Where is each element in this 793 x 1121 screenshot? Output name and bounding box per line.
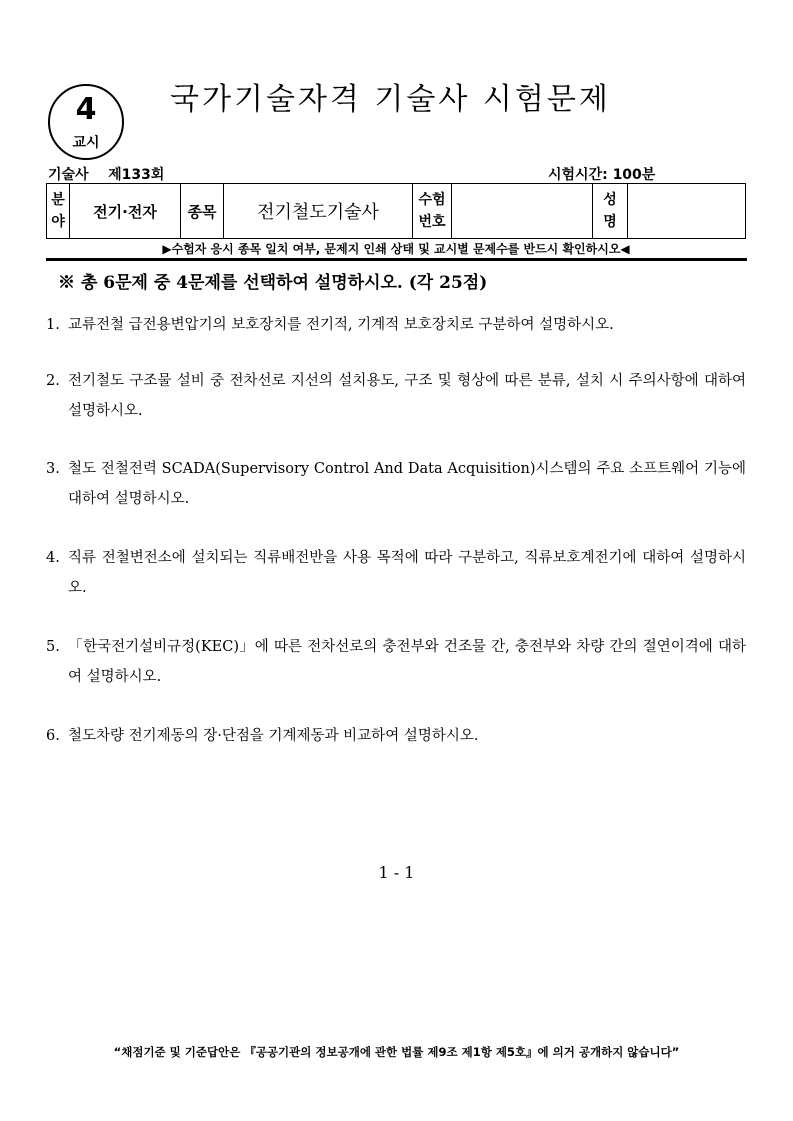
category-label: 종목: [181, 184, 224, 239]
name-label: 성 명: [593, 184, 628, 239]
instruction-text: ※ 총 6문제 중 4문제를 선택하여 설명하시오. (각 25점): [58, 273, 488, 293]
period-label: 교시: [72, 135, 100, 151]
question-text: 교류전철 급전용변압기의 보호장치를 전기적, 기계적 보호장치로 구분하여 설명하시오.: [68, 317, 614, 333]
question-text: 철도 전철전력 SCADA(Supervisory Control And Data Acquisition)시스템의 주요 소프트웨어 기능에 대하여 설명하시오.: [68, 461, 746, 507]
candidate-info-table: [46, 183, 746, 239]
question-3: [46, 454, 746, 514]
question-5: [46, 632, 746, 692]
field-value: 전기·전자: [70, 184, 181, 239]
question-number: 1.: [46, 317, 60, 333]
name-field[interactable]: [628, 184, 746, 239]
question-text: 「한국전기설비규정(KEC)」에 따른 전차선로의 충전부와 건조물 간, 충전부와 차량 간의 절연이격에 대하여 설명하시오.: [68, 639, 746, 685]
question-2: [46, 366, 746, 426]
notice-text: ▶수험자 응시 종목 일치 여부, 문제지 인쇄 상태 및 교시별 문제수를 반드시 확인하시오◀: [162, 242, 630, 256]
question-text: 철도차량 전기제동의 장·단점을 기계제동과 비교하여 설명하시오.: [68, 728, 479, 744]
question-1: [46, 310, 746, 340]
question-text: 전기철도 구조물 설비 중 전차선로 지선의 설치용도, 구조 및 형상에 따른 분류, 설치 시 주의사항에 대하여 설명하시오.: [68, 373, 746, 419]
footer-disclaimer: “채점기준 및 기준답안은 『공공기관의 정보공개에 관한 법률 제9조 제1항 제5호』에 의거 공개하지 않습니다”: [113, 1045, 680, 1059]
field-label: 분 야: [47, 184, 70, 239]
page-number: 1 - 1: [378, 863, 415, 882]
question-number: 6.: [46, 728, 60, 744]
question-number: 3.: [46, 461, 60, 477]
exam-number-field[interactable]: [452, 184, 593, 239]
exam-number-label: 수험 번호: [413, 184, 452, 239]
category-value: 전기철도기술사: [224, 184, 413, 239]
period-badge: [48, 84, 124, 160]
divider: [46, 258, 747, 261]
exam-round: 기술사 제133회: [48, 167, 165, 183]
exam-time: 시험시간: 100분: [548, 167, 656, 183]
period-number: 4: [75, 92, 97, 127]
question-4: [46, 543, 746, 603]
question-text: 직류 전철변전소에 설치되는 직류배전반을 사용 목적에 따라 구분하고, 직류보호계전기에 대하여 설명하시오.: [68, 550, 746, 596]
question-number: 4.: [46, 550, 60, 566]
question-6: [46, 721, 746, 751]
question-number: 5.: [46, 639, 60, 655]
question-number: 2.: [46, 373, 60, 389]
page-title: 국가기술자격 기술사 시험문제: [170, 82, 611, 117]
